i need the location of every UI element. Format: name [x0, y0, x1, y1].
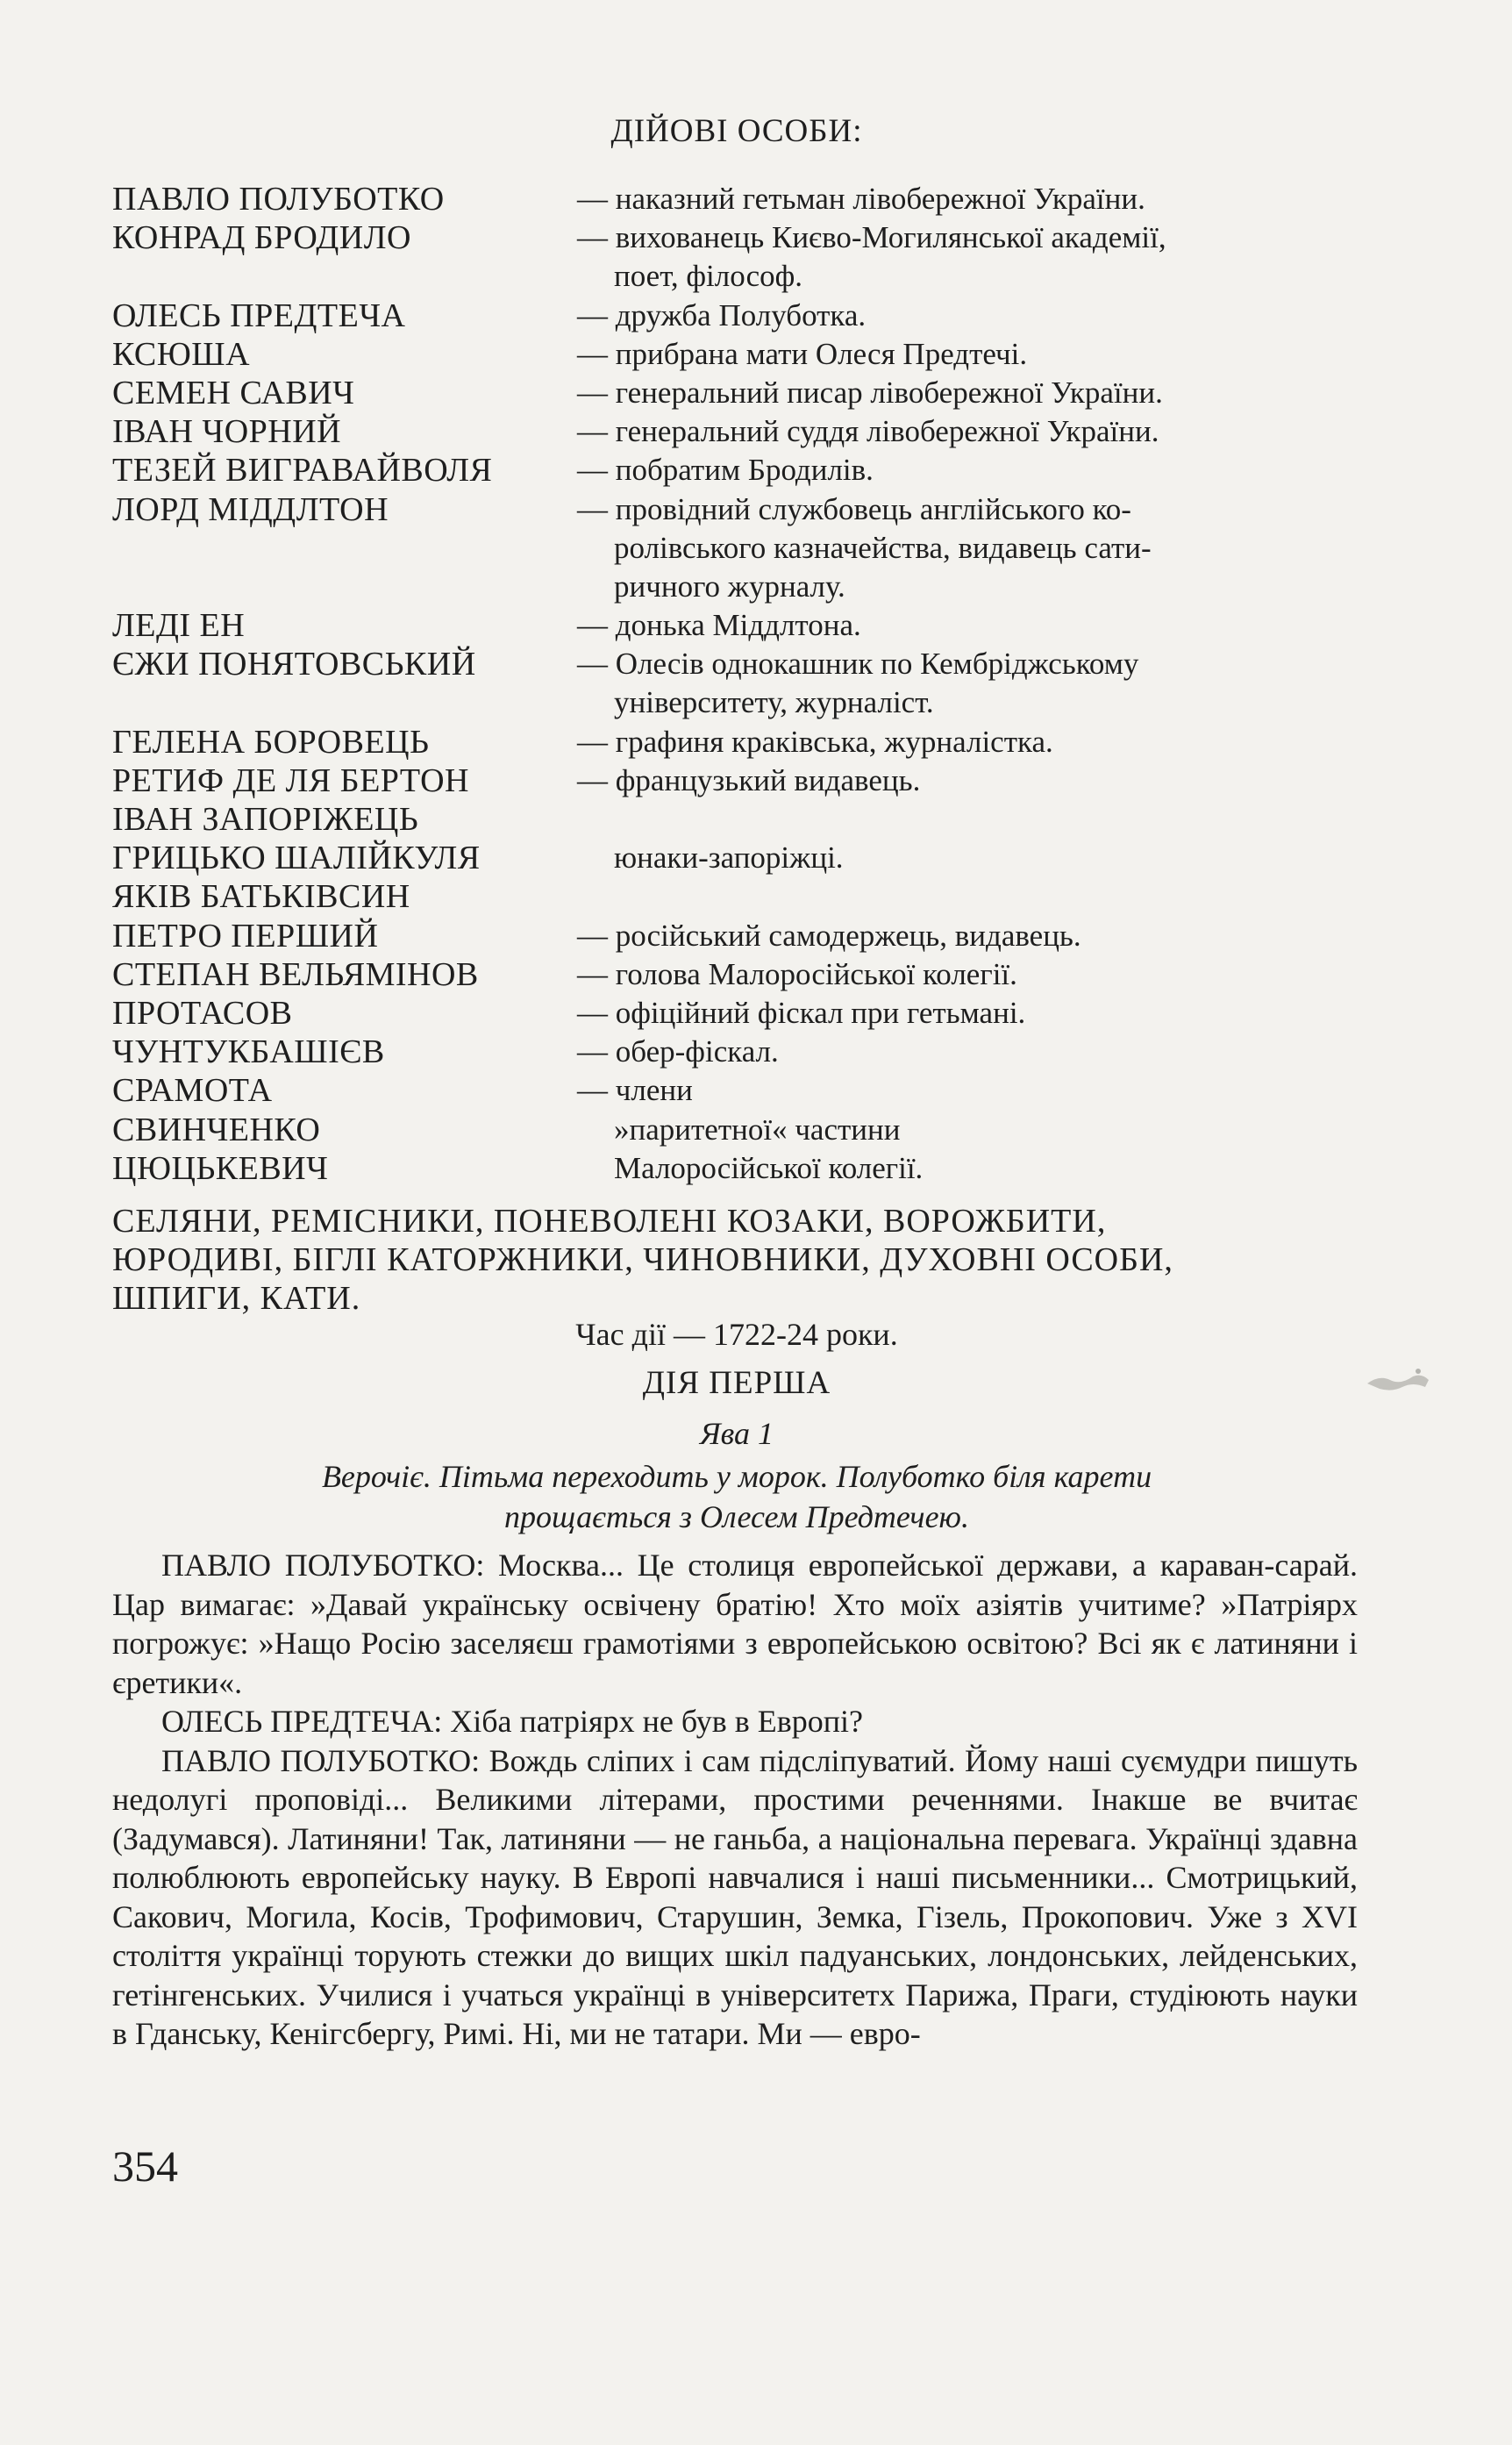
- cast-description: — Олесів однокашник по Кембріджському: [577, 647, 1139, 682]
- dialogue-paragraph: ПАВЛО ПОЛУБОТКО: Москва... Це столиця европейської держави, а караван-сарай. Цар вимагає: »Давай українську освічену братію! Хто моїх азіятів учитиме? »Патріярх погрожує: »Нащо Росію заселяєш грамотіями з европейською освітою? Всі як є латиняни і єретики«.: [112, 1548, 1358, 1700]
- cast-description: університету, журналіст.: [614, 685, 934, 720]
- cast-name: СРАМОТА: [112, 1072, 273, 1110]
- cast-description: »паритетної« частини: [614, 1112, 901, 1147]
- stage-direction-line: Верочіє. Пітьма переходить у морок. Полуботко біля карети: [321, 1459, 1152, 1494]
- cast-heading: ДІЙОВІ ОСОБИ:: [610, 113, 863, 149]
- cast-entry: [112, 800, 1358, 839]
- cast-description: — вихованець Києво-Могилянської академії,: [577, 220, 1166, 255]
- cast-entry: [112, 451, 1358, 490]
- cast-entry: [112, 412, 1358, 451]
- cast-description: — російський самодержець, видавець.: [577, 918, 1081, 953]
- cast-name: ПЕТРО ПЕРШИЙ: [112, 917, 379, 954]
- stage-direction-line: прощається з Олесем Предтечею.: [504, 1499, 969, 1534]
- cast-description: — генеральний суддя лівобережної України.: [577, 414, 1159, 449]
- crowd-line: ЮРОДИВІ, БІГЛІ КАТОРЖНИКИ, ЧИНОВНИКИ, ДУХОВНІ ОСОБИ,: [112, 1241, 1173, 1278]
- cast-description: — французький видавець.: [577, 762, 921, 797]
- scene-title: Ява 1: [699, 1416, 774, 1451]
- cast-name: ПАВЛО ПОЛУБОТКО: [112, 181, 445, 218]
- cast-name: ЦЮЦЬКЕВИЧ: [112, 1149, 329, 1187]
- dialogue-paragraph: ПАВЛО ПОЛУБОТКО: Вождь сліпих і сам підсліпуватий. Йому наші суємудри пишуть недолугі проповіді... Великими літерами, простими реченнями. Інакше ве вчитає (Задумався). Латиняни! Так, латиняни — не ганьба, а національна перевага. Українці здавна полюблюють европейську науку. В Европі навчалися і наші письменники... Смотрицький, Сакович, Могила, Косів, Трофимович, Старушин, Земка, Гізель, Прокопович. Уже з XVI століття українці торують стежки до вищих шкіл падуанських, лондонських, лейденських, гетінгенських. Училися і учаться українці в університетх Парижа, Праги, студіюють науки в Гданську, Кенігсбергу, Римі. Ні, ми не татари. Ми — евро-: [112, 1742, 1358, 2051]
- cast-entry: [112, 606, 1358, 645]
- cast-entry: [112, 645, 1358, 722]
- cast-entry: [112, 917, 1358, 955]
- time-of-action: Час дії — 1722-24 роки.: [575, 1317, 898, 1352]
- cast-description: — дружба Полуботка.: [577, 297, 867, 332]
- cast-description: — прибрана мати Олеся Предтечі.: [577, 336, 1028, 371]
- cast-description: — офіційний фіскал при гетьмані.: [577, 996, 1026, 1030]
- act-title: ДІЯ ПЕРША: [642, 1365, 831, 1401]
- cast-entry: [112, 297, 1358, 335]
- cast-description: ричного журналу.: [614, 568, 845, 604]
- cast-entry: [112, 1111, 1358, 1149]
- cast-name: СТЕПАН ВЕЛЬЯМІНОВ: [112, 955, 479, 993]
- cast-name: ГЕЛЕНА БОРОВЕЦЬ: [112, 723, 430, 761]
- page-number: 354: [112, 2141, 178, 2191]
- cast-description: — голова Малоросійської колегії.: [577, 956, 1017, 991]
- cast-description: юнаки-запоріжці.: [614, 840, 844, 876]
- cast-entry: [112, 877, 1358, 916]
- cast-entry: [112, 335, 1358, 374]
- dialogue-text: [112, 1546, 1358, 2054]
- ink-smudge-mark: [1364, 1364, 1434, 1396]
- cast-entry: [112, 839, 1358, 877]
- cast-description: — генеральний писар лівобережної України.: [577, 375, 1163, 410]
- cast-entry: [112, 723, 1358, 761]
- cast-description: — наказний гетьман лівобережної України.: [577, 182, 1145, 216]
- cast-entry: [112, 994, 1358, 1033]
- cast-name: ТЕЗЕЙ ВИГРАВАЙВОЛЯ: [112, 452, 493, 490]
- cast-description: — побратим Бродилів.: [577, 453, 874, 488]
- cast-description: ролівського казначейства, видавець сати-: [614, 530, 1152, 565]
- cast-name: ІВАН ЗАПОРІЖЕЦЬ: [112, 801, 419, 839]
- cast-name: ПРОТАСОВ: [112, 995, 293, 1032]
- cast-name: ОЛЕСЬ ПРЕДТЕЧА: [112, 297, 406, 334]
- cast-name: КСЮША: [112, 335, 251, 373]
- crowd-line: СЕЛЯНИ, РЕМІСНИКИ, ПОНЕВОЛЕНІ КОЗАКИ, ВОРОЖБИТИ,: [112, 1203, 1107, 1240]
- cast-name: РЕТИФ ДЕ ЛЯ БЕРТОН: [112, 761, 469, 799]
- cast-name: СЕМЕН САВИЧ: [112, 374, 355, 411]
- cast-entry: [112, 490, 1358, 607]
- cast-description: Малоросійської колегії.: [614, 1150, 924, 1185]
- cast-name: ЄЖИ ПОНЯТОВСЬКИЙ: [112, 646, 476, 683]
- cast-description: — обер-фіскал.: [577, 1034, 779, 1069]
- crowd-list: [112, 1202, 1358, 1318]
- cast-name: ЛОРД МІДДЛТОН: [112, 490, 389, 528]
- cast-name: СВИНЧЕНКО: [112, 1111, 321, 1148]
- cast-name: ГРИЦЬКО ШАЛІЙКУЛЯ: [112, 840, 481, 877]
- cast-description: — графиня краківська, журналістка.: [577, 724, 1053, 759]
- cast-name: ІВАН ЧОРНИЙ: [112, 413, 342, 451]
- cast-description: — провідний службовець англійського ко-: [577, 491, 1131, 526]
- cast-entry: [112, 955, 1358, 994]
- cast-name: КОНРАД БРОДИЛО: [112, 219, 411, 257]
- cast-entry: [112, 1149, 1358, 1188]
- cast-entry: [112, 374, 1358, 412]
- crowd-line: ШПИГИ, КАТИ.: [112, 1280, 361, 1317]
- cast-description: — члени: [577, 1073, 693, 1108]
- cast-name: ЯКІВ БАТЬКІВСИН: [112, 878, 410, 916]
- cast-name: ЧУНТУКБАШІЄВ: [112, 1033, 385, 1071]
- cast-entry: [112, 1033, 1358, 1071]
- cast-description: — донька Міддлтона.: [577, 608, 861, 643]
- cast-entry: [112, 1071, 1358, 1110]
- cast-list: [112, 180, 1358, 1188]
- cast-entry: [112, 180, 1358, 218]
- cast-entry: [112, 761, 1358, 800]
- cast-entry: [112, 218, 1358, 296]
- cast-description: поет, філософ.: [614, 259, 803, 294]
- cast-name: ЛЕДІ ЕН: [112, 607, 246, 645]
- dialogue-paragraph: ОЛЕСЬ ПРЕДТЕЧА: Хіба патріярх не був в Европі?: [161, 1704, 863, 1739]
